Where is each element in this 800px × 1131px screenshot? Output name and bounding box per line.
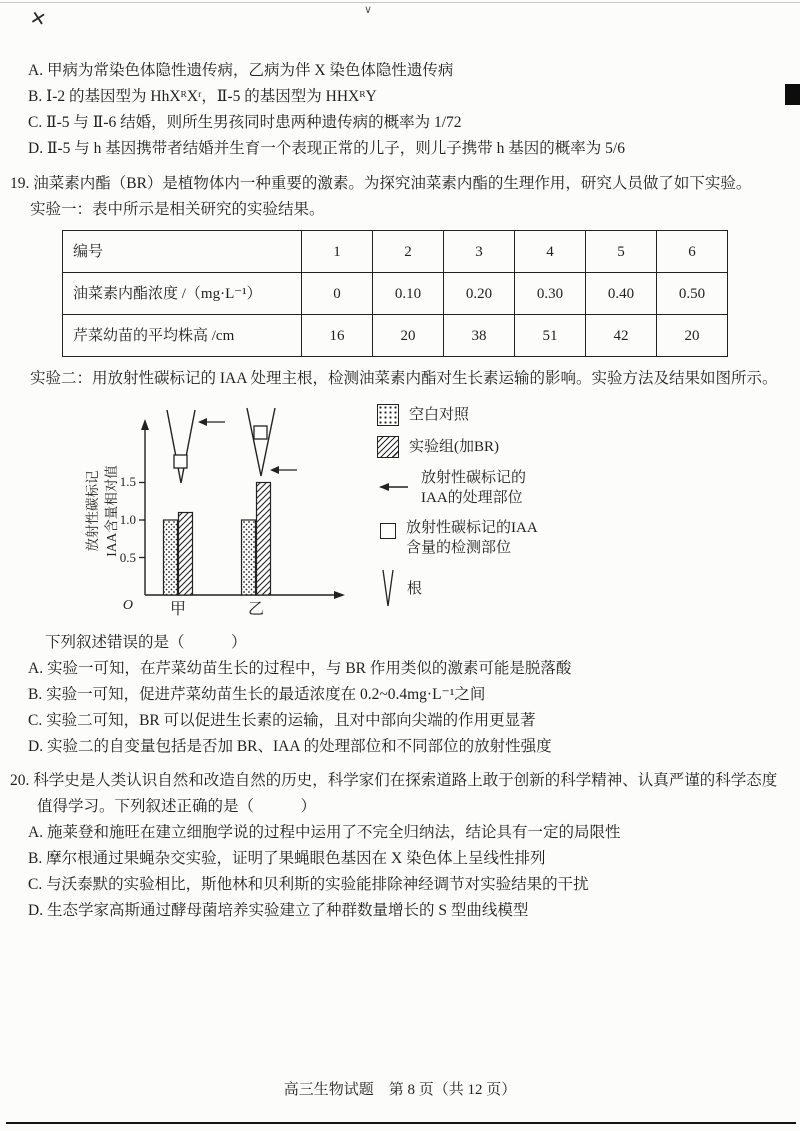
q19-option-b: B. 实验一可知，促进芹菜幼苗生长的最适浓度在 0.2~0.4mg·L⁻¹之间 xyxy=(28,686,486,703)
q19-question-line: 下列叙述错误的是（ ） xyxy=(45,634,247,651)
table-cell: 1 xyxy=(302,231,373,273)
legend-item-br-group xyxy=(377,436,538,458)
table-cell: 0 xyxy=(302,273,373,315)
table-cell: 0.10 xyxy=(373,273,444,315)
square-icon xyxy=(380,523,396,539)
legend-label: IAA的处理部位 xyxy=(421,490,523,506)
legend-label: 含量的检测部位 xyxy=(406,540,512,556)
table-cell: 编号 xyxy=(63,231,302,273)
table-cell: 油菜素内酯浓度 /（mg·L⁻¹） xyxy=(63,273,302,315)
table-cell: 51 xyxy=(515,315,586,357)
q18-option-b: B. Ⅰ-2 的基因型为 HhXᴿXʳ，Ⅱ-5 的基因型为 HHXᴿY xyxy=(28,88,377,105)
scan-mark: ✕ xyxy=(27,7,48,32)
bottom-scan-edge xyxy=(6,1122,796,1124)
bar-jia-series0 xyxy=(164,520,178,595)
table-cell: 3 xyxy=(444,231,515,273)
table-cell: 0.40 xyxy=(586,273,657,315)
q19-stem: 19. 油菜素内酯（BR）是植物体内一种重要的激素。为探究油菜素内酯的生理作用，研究人员做了如下实验。 xyxy=(10,175,752,192)
page-content xyxy=(10,58,790,924)
legend-label: 空白对照 xyxy=(409,407,470,423)
q20-option-d: D. 生态学家高斯通过酵母菌培养实验建立了种群数量增长的 S 型曲线模型 xyxy=(28,902,529,919)
table-cell: 2 xyxy=(373,231,444,273)
q20-option-a: A. 施莱登和施旺在建立细胞学说的过程中运用了不完全归纳法，结论具有一定的局限性 xyxy=(28,824,621,841)
experiment2-figure xyxy=(75,398,790,626)
page-footer: 高三生物试题 第 8 页（共 12 页） xyxy=(283,1082,517,1098)
scan-mark: ∨ xyxy=(364,4,373,16)
q19-option-d: D. 实验二的自变量包括是否加 BR、IAA 的处理部位和不同部位的放射性强度 xyxy=(28,738,552,755)
q18-option-c: C. Ⅱ-5 与 Ⅱ-6 结婚，则所生男孩同时患两种遗传病的概率为 1/72 xyxy=(28,114,462,131)
y-axis-arrow xyxy=(141,419,149,430)
dots-pattern-swatch xyxy=(377,404,399,426)
y-tick-label: 1.5 xyxy=(119,474,136,489)
detection-square-yi xyxy=(254,426,267,439)
hatch-pattern-swatch xyxy=(377,436,399,458)
table-cell: 20 xyxy=(657,315,728,357)
y-tick-label: 0.5 xyxy=(119,550,136,565)
q18-option-a: A. 甲病为常染色体隐性遗传病，乙病为伴 X 染色体隐性遗传病 xyxy=(28,62,454,79)
bar-jia-series1 xyxy=(179,513,193,596)
y-axis-label-line1: 放射性碳标记 xyxy=(85,470,100,552)
q19-exp1-intro: 实验一：表中所示是相关研究的实验结果。 xyxy=(30,201,325,218)
q19-option-c: C. 实验二可知，BR 可以促进生长素的运输，且对中部向尖端的作用更显著 xyxy=(28,712,536,729)
arrow-icon xyxy=(377,480,411,494)
table-cell: 20 xyxy=(373,315,444,357)
legend-item-root xyxy=(377,568,538,610)
detection-square-jia xyxy=(174,455,187,468)
q18-option-d: D. Ⅱ-5 与 h 基因携带者结婚并生育一个表现正常的儿子，则儿子携带 h 基因的概率为 5/6 xyxy=(28,140,625,157)
figure-legend xyxy=(377,404,538,620)
legend-label: 放射性碳标记的 xyxy=(421,470,527,486)
experiment1-table xyxy=(62,230,728,357)
table-cell: 6 xyxy=(657,231,728,273)
category-label-yi: 乙 xyxy=(247,601,265,618)
root-icon xyxy=(379,568,397,610)
table-cell: 42 xyxy=(586,315,657,357)
q20-stem: 20. 科学史是人类认识自然和改造自然的历史，科学家们在探索道路上敢于创新的科学精神、认真严谨的科学态度值得学习。下列叙述正确的是（ ） xyxy=(10,772,778,815)
category-label-jia: 甲 xyxy=(169,601,187,618)
table-row xyxy=(63,315,728,357)
table-cell: 38 xyxy=(444,315,515,357)
table-cell: 芹菜幼苗的平均株高 /cm xyxy=(63,315,302,357)
y-tick-label: 1.0 xyxy=(119,512,136,527)
legend-label: 根 xyxy=(407,581,423,597)
legend-item-treatment-site xyxy=(377,468,538,508)
origin-label: O xyxy=(122,598,133,613)
table-cell: 0.50 xyxy=(657,273,728,315)
table-row xyxy=(63,273,728,315)
legend-label: 实验组(加BR) xyxy=(409,439,500,455)
treatment-arrow-yi-head xyxy=(270,466,279,474)
table-cell: 5 xyxy=(586,231,657,273)
table-cell: 16 xyxy=(302,315,373,357)
q19-exp2-intro: 实验二：用放射性碳标记的 IAA 处理主根，检测油菜素内酯对生长素运输的影响。实验方法及结果如图所示。 xyxy=(30,370,778,387)
table-cell: 0.30 xyxy=(515,273,586,315)
bar-yi-series0 xyxy=(242,520,256,595)
table-cell: 0.20 xyxy=(444,273,515,315)
q20-option-b: B. 摩尔根通过果蝇杂交实验，证明了果蝇眼色基因在 X 染色体上呈线性排列 xyxy=(28,850,546,867)
legend-label: 放射性碳标记的IAA xyxy=(406,520,538,536)
bar-chart xyxy=(75,398,365,626)
bars-group xyxy=(164,483,271,596)
y-axis-label-line2: IAA含量相对值 xyxy=(104,465,119,557)
q20-option-c: C. 与沃泰默的实验相比，斯他林和贝利斯的实验能排除神经调节对实验结果的干扰 xyxy=(28,876,589,893)
table-cell: 4 xyxy=(515,231,586,273)
root-jia-icon xyxy=(167,410,195,483)
table-row xyxy=(63,231,728,273)
root-yi-icon xyxy=(247,408,275,476)
legend-item-control xyxy=(377,404,538,426)
q19-option-a: A. 实验一可知，在芹菜幼苗生长的过程中，与 BR 作用类似的激素可能是脱落酸 xyxy=(28,660,572,677)
legend-item-detection-site xyxy=(377,518,538,558)
treatment-arrow-jia-head xyxy=(198,418,207,426)
top-scan-edge xyxy=(0,2,800,3)
bar-yi-series1 xyxy=(257,483,271,596)
x-axis-arrow xyxy=(334,591,345,599)
